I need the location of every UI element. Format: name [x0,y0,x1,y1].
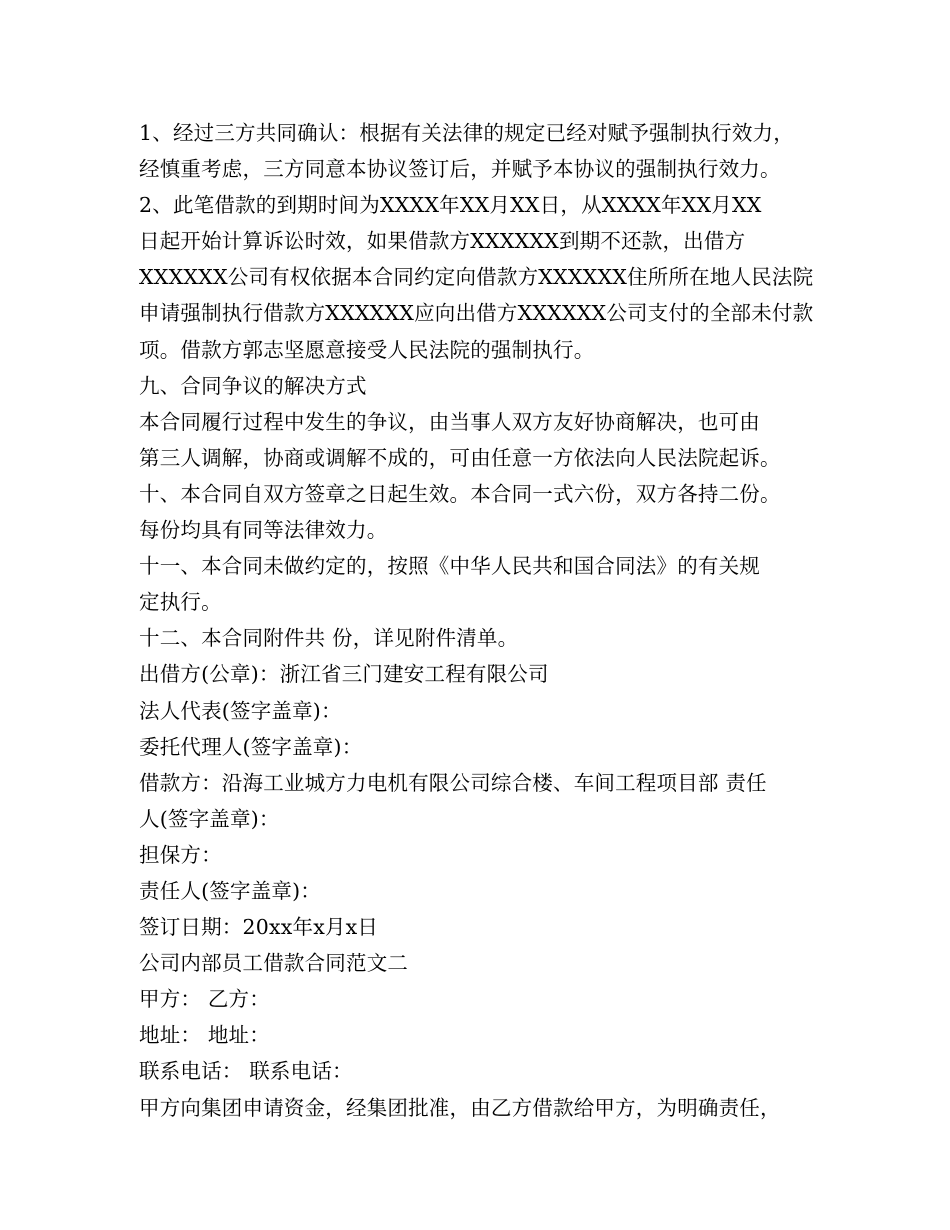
text-line: 经慎重考虑，三方同意本协议签订后，并赋予本协议的强制执行效力。 [139,157,781,182]
text-line: 第三人调解，协商或调解不成的，可由任意一方依法向人民法院起诉。 [139,445,781,470]
text-line: 1、经过三方共同确认：根据有关法律的规定已经对赋予强制执行效力， [139,121,794,145]
text-line: 项。借款方郭志坚愿意接受人民法院的强制执行。 [139,337,595,362]
signature-field-legal-rep: 法人代表(签字盖章)： [139,698,342,723]
text-line: 十、本合同自双方签章之日起生效。本合同一式六份，双方各持二份。 [139,481,781,506]
text-line: XXXXXX公司有权依据本合同约定向借款方XXXXXX住所所在地人民法院 [139,265,814,290]
party-phones: 联系电话： 联系电话： [139,1059,353,1084]
section-heading: 九、合同争议的解决方式 [139,373,367,398]
document-subtitle: 公司内部员工借款合同范文二 [139,951,409,976]
document-body [139,115,819,1126]
text-line: 每份均具有同等法律效力。 [139,518,388,543]
text-line: 人(签字盖章)： [139,806,280,831]
signing-date: 签订日期：20xx年x月x日 [139,915,379,940]
text-line: 定执行。 [139,590,222,615]
signature-field-guarantor: 担保方： [139,842,222,867]
signature-field-borrower: 借款方：沿海工业城方力电机有限公司综合楼、车间工程项目部 责任 [139,770,767,795]
signature-field-lender: 出借方(公章)：浙江省三门建安工程有限公司 [139,662,549,687]
signature-field-agent: 委托代理人(签字盖章)： [139,734,363,759]
text-line: 申请强制执行借款方XXXXXX应向出借方XXXXXX公司支付的全部未付款 [139,301,814,326]
party-addresses: 地址： 地址： [139,1023,270,1048]
text-line: 日起开始计算诉讼时效，如果借款方XXXXXX到期不还款，出借方 [139,229,746,254]
text-line: 十二、本合同附件共 份，详见附件清单。 [139,626,519,651]
text-line: 2、此笔借款的到期时间为XXXX年XX月XX日，从XXXX年XX月XX [139,193,762,218]
signature-field-responsible: 责任人(签字盖章)： [139,878,321,903]
text-line: 甲方向集团申请资金，经集团批准，由乙方借款给甲方，为明确责任， [139,1095,781,1120]
text-line: 本合同履行过程中发生的争议，由当事人双方友好协商解决，也可由 [139,409,760,434]
text-line: 十一、本合同未做约定的，按照《中华人民共和国合同法》的有关规 [139,554,760,579]
party-names: 甲方： 乙方： [139,987,270,1012]
